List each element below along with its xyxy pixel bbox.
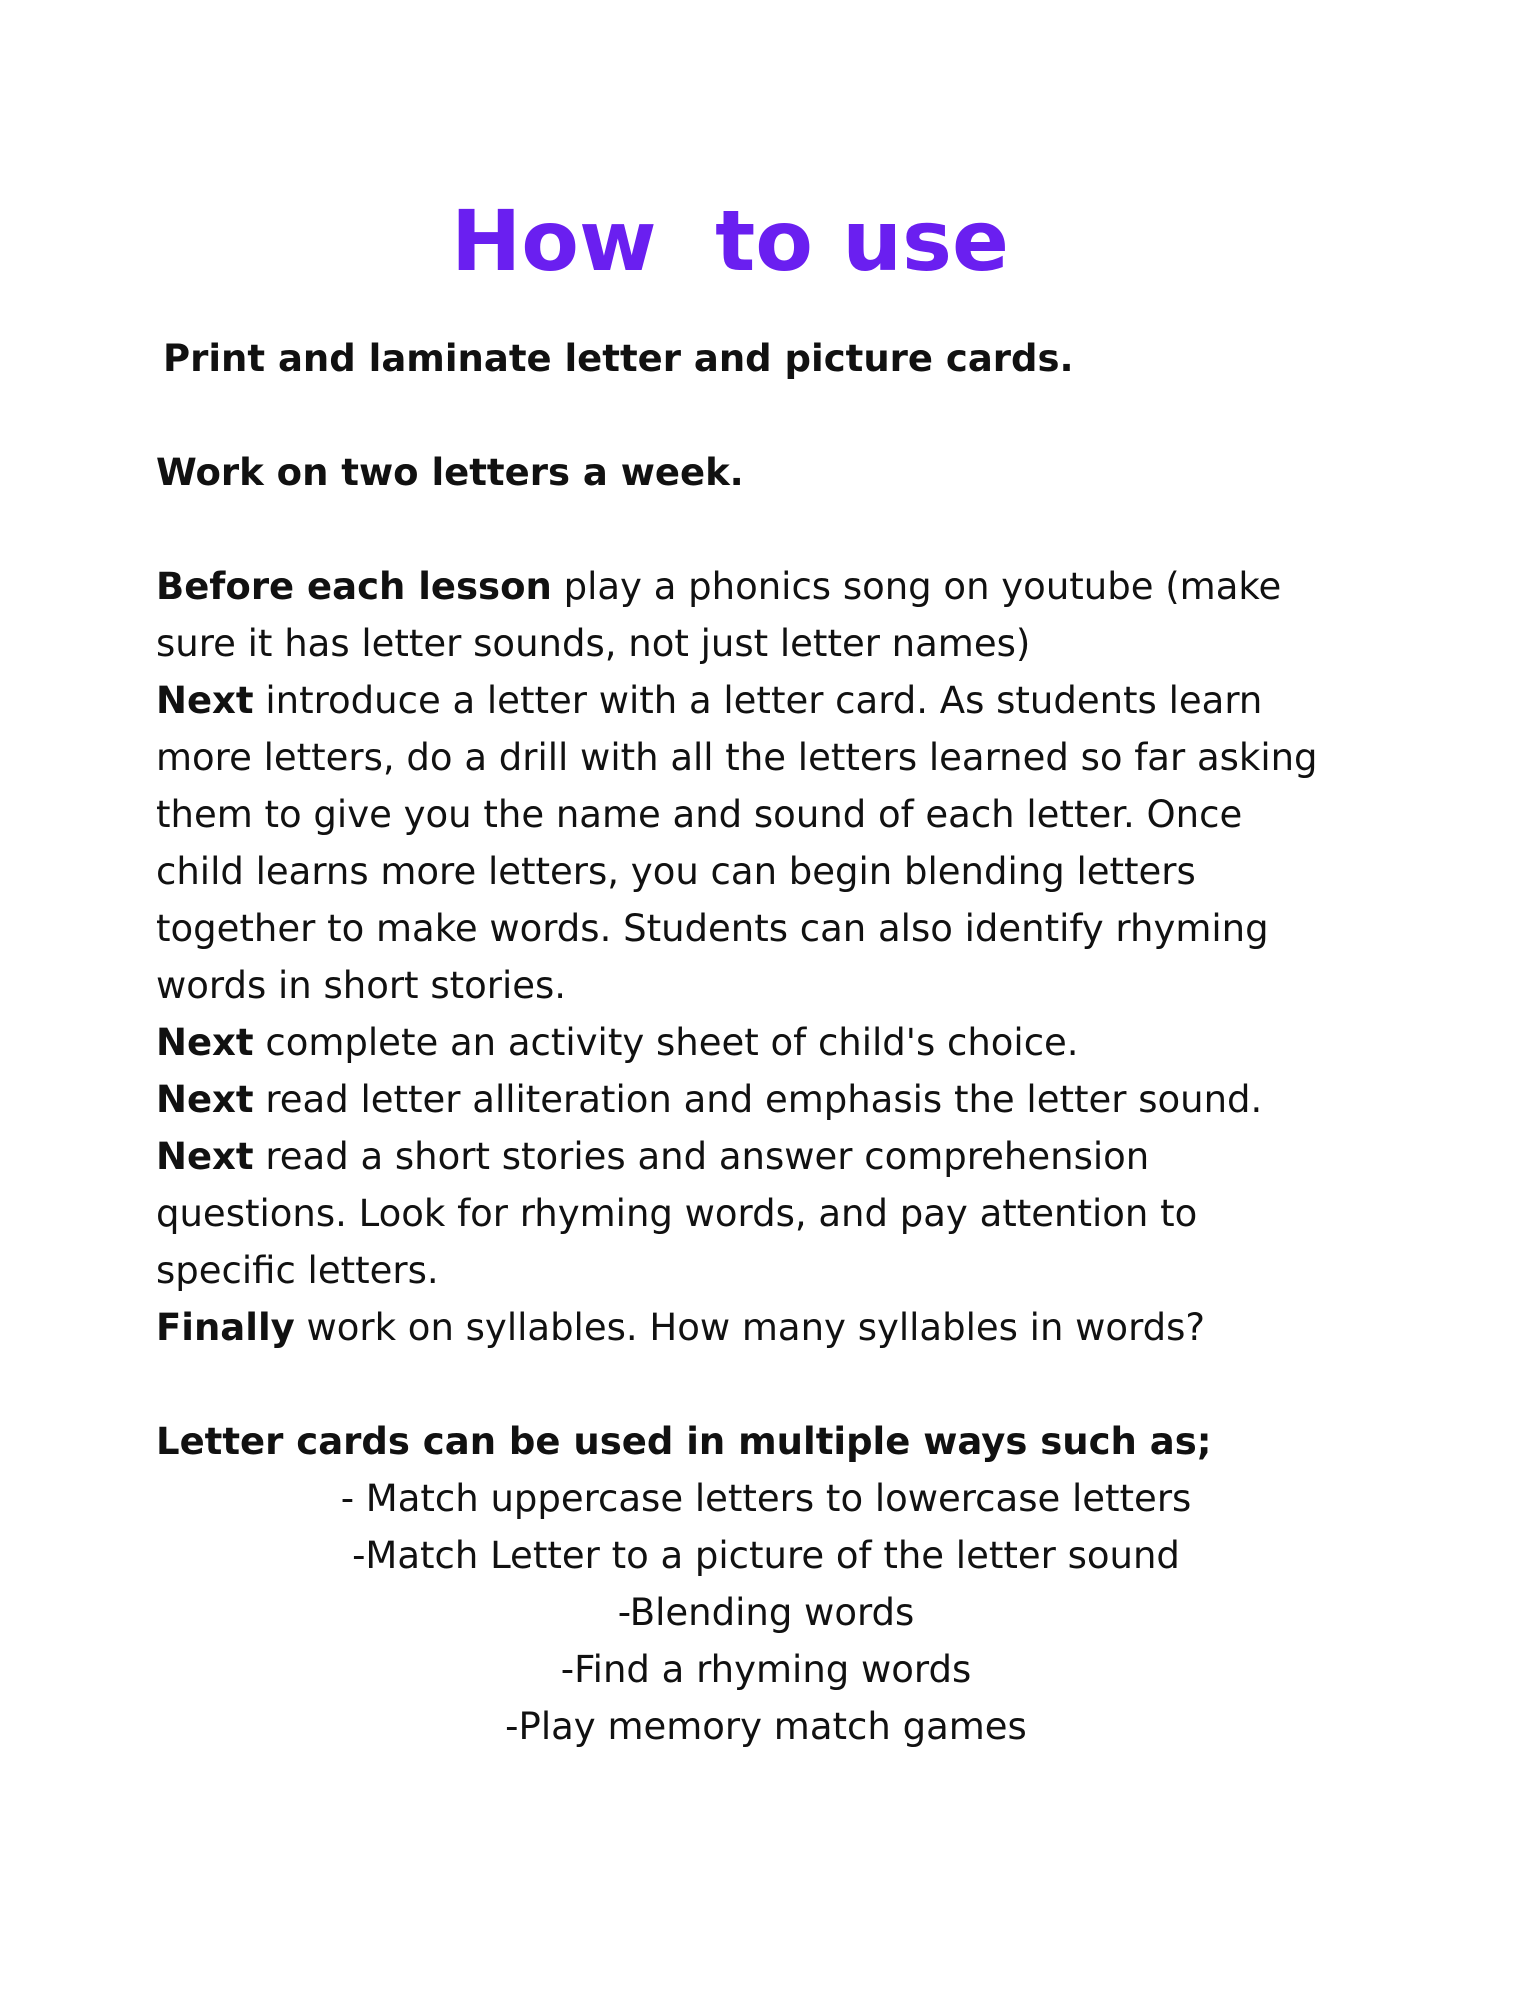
- next-step-4-line-3: specific letters.: [156, 1249, 439, 1292]
- next-step-4: [156, 1128, 1436, 1185]
- list-item: -Play memory match games: [505, 1705, 1027, 1748]
- instructions-body: [156, 330, 1436, 1755]
- next-step-3: [156, 1071, 1436, 1128]
- final-step-text: work on syllables. How many syllables in words?: [294, 1306, 1206, 1349]
- next-step-1-line-4: child learns more letters, you can begin blending letters: [156, 850, 1196, 893]
- paragraph-spacer: [156, 501, 1436, 558]
- week-instruction: Work on two letters a week.: [156, 451, 744, 494]
- next-label: Next: [156, 679, 254, 722]
- next-step-3-text: read letter alliteration and emphasis the letter sound.: [253, 1078, 1263, 1121]
- next-step-2-text: complete an activity sheet of child's choice.: [253, 1021, 1079, 1064]
- next-label: Next: [156, 1135, 254, 1178]
- uses-heading: Letter cards can be used in multiple ways such as;: [156, 1420, 1212, 1463]
- next-label: Next: [156, 1021, 254, 1064]
- next-step-1: [156, 672, 1436, 729]
- before-lesson-label: Before each lesson: [156, 565, 552, 608]
- page-title: How to use: [451, 192, 1009, 290]
- before-lesson-line: [156, 558, 1436, 615]
- uses-list: [156, 1470, 1376, 1755]
- before-lesson-text: play a phonics song on youtube (make: [551, 565, 1282, 608]
- list-item: - Match uppercase letters to lowercase letters: [340, 1477, 1192, 1520]
- paragraph-spacer: [156, 1356, 1436, 1413]
- next-step-4-text: read a short stories and answer comprehension: [253, 1135, 1150, 1178]
- list-item: -Match Letter to a picture of the letter sound: [352, 1534, 1180, 1577]
- finally-label: Finally: [156, 1306, 295, 1349]
- list-item: -Blending words: [617, 1591, 915, 1634]
- list-item: -Find a rhyming words: [560, 1648, 972, 1691]
- paragraph-spacer: [156, 387, 1436, 444]
- next-step-1-line-6: words in short stories.: [156, 964, 567, 1007]
- next-step-1-line-2: more letters, do a drill with all the letters learned so far asking: [156, 736, 1318, 779]
- next-step-4-line-2: questions. Look for rhyming words, and pay attention to: [156, 1192, 1198, 1235]
- print-instruction: Print and laminate letter and picture cards.: [163, 337, 1074, 380]
- final-step: [156, 1299, 1436, 1356]
- next-step-2: [156, 1014, 1436, 1071]
- before-lesson-line-2: sure it has letter sounds, not just letter names): [156, 622, 1031, 665]
- next-step-1-text: introduce a letter with a letter card. As students learn: [253, 679, 1263, 722]
- next-label: Next: [156, 1078, 254, 1121]
- next-step-1-line-5: together to make words. Students can also identify rhyming: [156, 907, 1269, 950]
- next-step-1-line-3: them to give you the name and sound of each letter. Once: [156, 793, 1243, 836]
